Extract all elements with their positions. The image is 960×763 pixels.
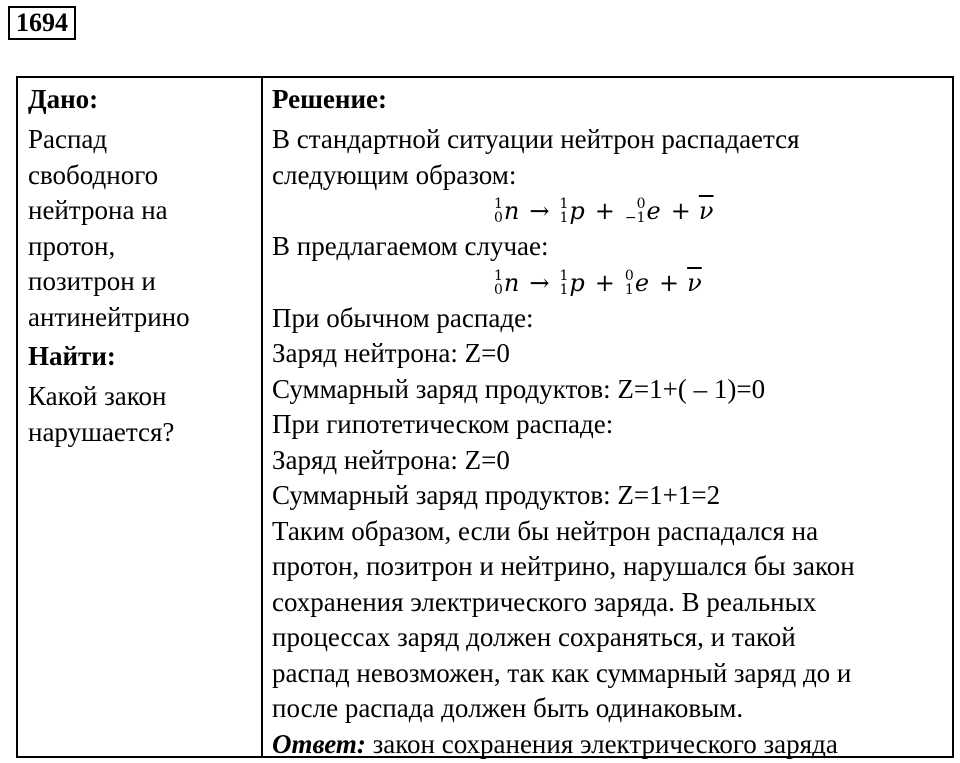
given-header: Дано: xyxy=(28,84,99,114)
solution-line: сохранения электрического заряда. В реальных xyxy=(272,586,817,617)
mass-number: 1 xyxy=(559,196,569,212)
charge-number: 0 xyxy=(494,210,503,226)
neutron-nuclide xyxy=(494,266,519,300)
nuclide-symbol: e xyxy=(634,268,650,297)
proton-nuclide xyxy=(560,266,585,300)
mass-number: 1 xyxy=(559,267,569,284)
mass-number: 1 xyxy=(494,267,503,284)
nuclide-symbol: p xyxy=(569,197,585,225)
find-line: Какой закон xyxy=(28,381,167,411)
antineutrino-symbol: $\overline{\nu}$ xyxy=(698,197,714,225)
mass-number: 0 xyxy=(636,196,646,212)
plus-symbol: + xyxy=(594,197,615,225)
solution-line: после распада должен быть одинаковым. xyxy=(272,693,744,723)
given-line: Распад xyxy=(28,124,108,154)
plus-symbol: + xyxy=(659,268,680,297)
charge-number: 1 xyxy=(559,281,569,298)
nuclide-symbol: n xyxy=(503,197,520,225)
plus-symbol: + xyxy=(670,197,691,225)
find-line: нарушается? xyxy=(28,416,175,447)
solution-line: следующим образом: xyxy=(272,159,517,190)
charge-number: 0 xyxy=(494,281,503,298)
solution-text xyxy=(272,122,952,762)
solution-line: протон, позитрон и нейтрино, нарушался бы закон xyxy=(272,551,855,581)
positron-nuclide xyxy=(625,266,649,300)
nuclide-symbol: p xyxy=(569,268,585,297)
solution-line: Суммарный заряд продуктов: Z=1+( – 1)=0 xyxy=(272,373,766,404)
solution-line: распад невозможен, так как суммарный заряд до и xyxy=(272,657,852,688)
solution-line: процессах заряд должен сохраняться, и такой xyxy=(272,622,796,652)
given-line: протон, xyxy=(28,230,116,261)
plus-symbol: + xyxy=(594,268,615,297)
solution-line: Таким образом, если бы нейтрон распадался на xyxy=(272,515,819,546)
arrow-symbol: → xyxy=(529,197,550,225)
solution-line: Суммарный заряд продуктов: Z=1+1=2 xyxy=(272,480,721,510)
hypothetical-decay-equation xyxy=(272,265,952,301)
electron-nuclide xyxy=(625,194,661,228)
neutron-nuclide xyxy=(494,194,519,228)
solution-line: При гипотетическом распаде: xyxy=(272,409,614,439)
mass-number: 0 xyxy=(624,267,634,284)
mass-number: 1 xyxy=(494,196,503,212)
answer-label: Ответ: xyxy=(272,728,366,759)
find-text xyxy=(28,379,261,450)
solution-line: Заряд нейтрона: Z=0 xyxy=(272,444,510,475)
given-column xyxy=(18,78,263,756)
charge-number: −1 xyxy=(624,210,646,226)
given-line: свободного xyxy=(28,159,159,190)
solution-line: В предлагаемом случае: xyxy=(272,231,549,261)
solution-line: В стандартной ситуации нейтрон распадается xyxy=(272,124,800,154)
nuclide-symbol: e xyxy=(646,197,661,225)
nuclide-symbol: n xyxy=(503,268,520,297)
charge-number: 1 xyxy=(559,210,569,226)
given-line: антинейтрино xyxy=(28,301,190,332)
given-line: нейтрона на xyxy=(28,195,168,225)
find-header: Найти: xyxy=(28,341,116,371)
problem-number: 1694 xyxy=(8,6,76,40)
task-table xyxy=(16,76,954,758)
solution-header: Решение: xyxy=(272,84,387,114)
charge-number: 1 xyxy=(624,281,634,298)
antineutrino-symbol: $\overline{\nu}$ xyxy=(687,268,702,297)
solution-line: При обычном распаде: xyxy=(272,302,534,333)
proton-nuclide xyxy=(560,194,585,228)
answer-line xyxy=(272,727,952,763)
answer-text: закон сохранения электрического заряда xyxy=(365,728,838,759)
given-text xyxy=(28,122,261,335)
arrow-symbol: → xyxy=(529,268,550,297)
solution-line: Заряд нейтрона: Z=0 xyxy=(272,338,510,368)
given-line: позитрон и xyxy=(28,266,156,296)
solution-column xyxy=(263,78,952,759)
standard-decay-equation xyxy=(272,193,952,229)
